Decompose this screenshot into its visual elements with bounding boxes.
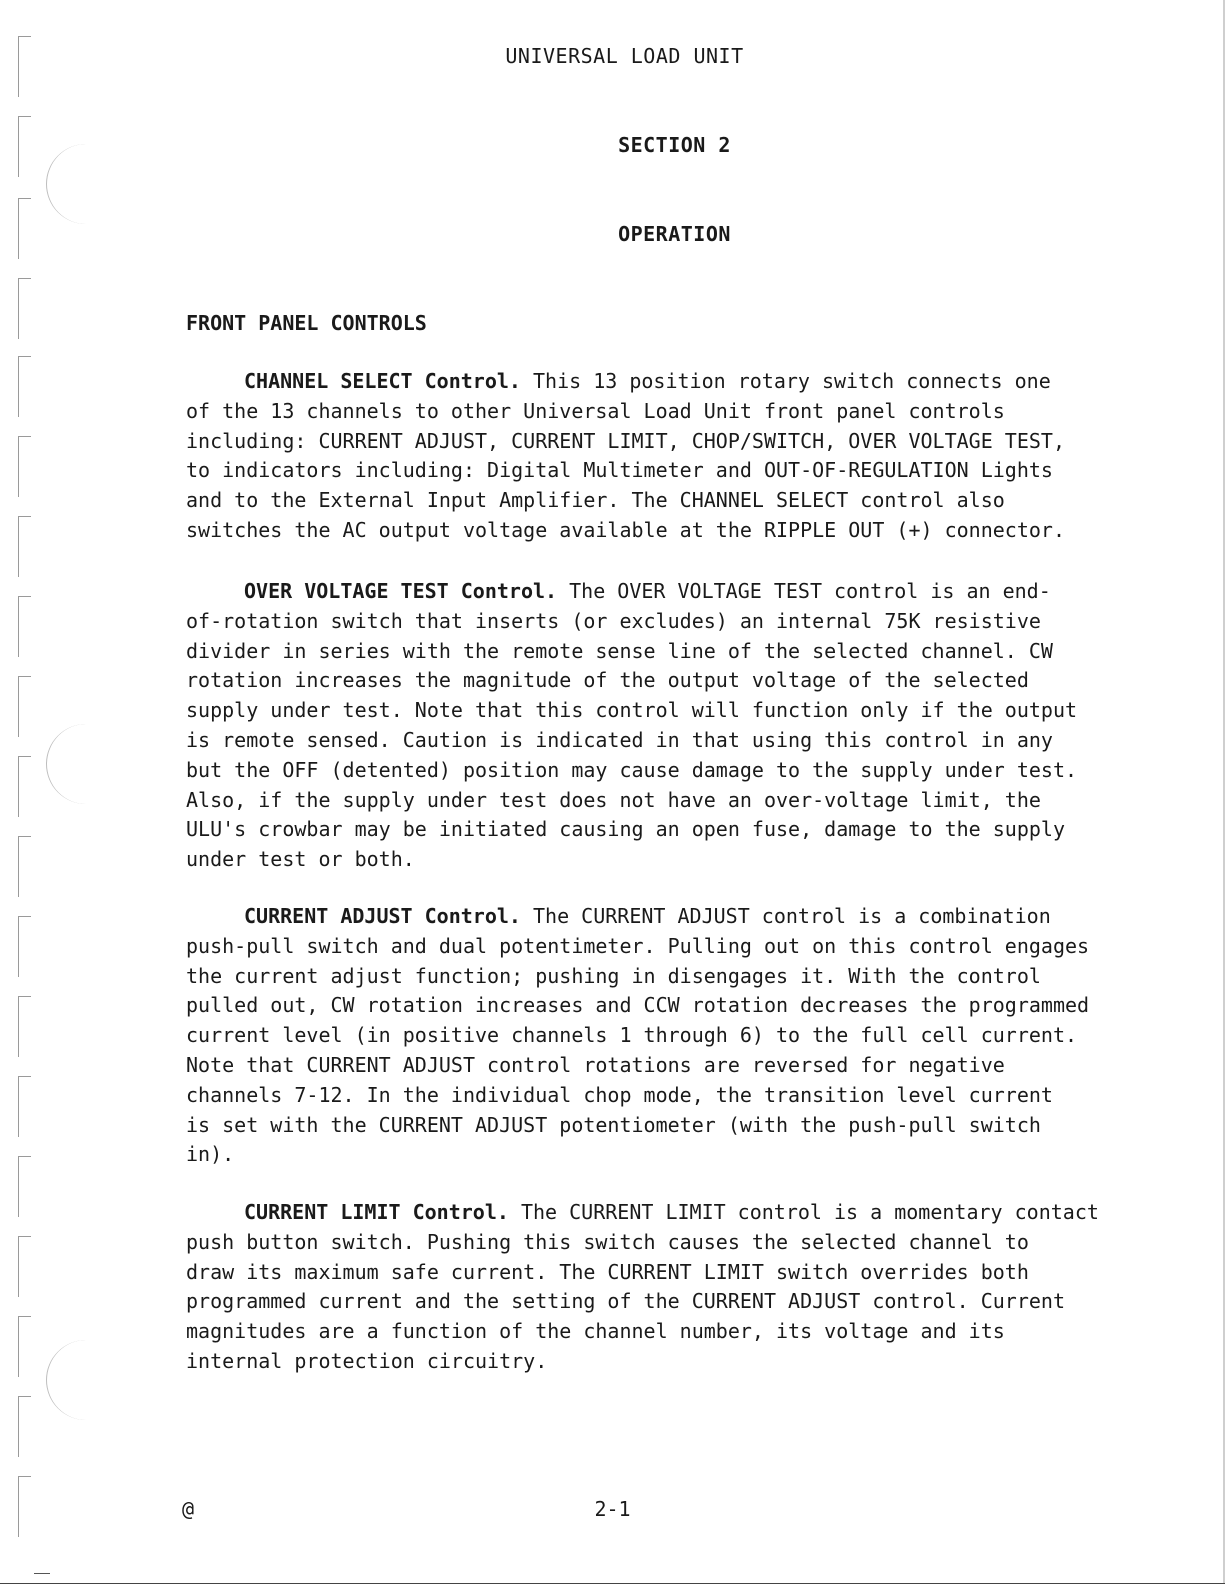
binding-mark — [18, 116, 31, 177]
paragraph-line: push-pull switch and dual potentimeter. Pulling out on this control engages — [186, 933, 1090, 958]
binding-mark — [18, 916, 31, 977]
binding-mark — [18, 278, 31, 339]
paragraph-line: but the OFF (detented) position may cause damage to the supply under test. — [186, 757, 1078, 782]
paragraph-line: the current adjust function; pushing in disengages it. With the control — [186, 963, 1041, 988]
binding-mark — [18, 436, 31, 497]
paragraph-line: channels 7-12. In the individual chop mode, the transition level current — [186, 1082, 1053, 1107]
paragraph-line: CHANNEL SELECT Control. This 13 position rotary switch connects one — [244, 369, 1051, 393]
paragraph-line: to indicators including: Digital Multimeter and OUT-OF-REGULATION Lights — [186, 458, 1053, 483]
paragraph-line: divider in series with the remote sense line of the selected channel. CW — [186, 638, 1053, 663]
paragraph-over-voltage-test — [186, 577, 1146, 875]
paragraph-line: CURRENT LIMIT Control. The CURRENT LIMIT control is a momentary contact — [244, 1200, 1099, 1224]
paragraph-lead: OVER VOLTAGE TEST Control. — [244, 579, 558, 603]
paragraph-line: supply under test. Note that this control will function only if the output — [186, 698, 1078, 723]
binding-mark — [18, 1156, 31, 1217]
paragraph-line: under test or both. — [186, 847, 415, 872]
paragraph-line: is remote sensed. Caution is indicated in that using this control in any — [186, 727, 1053, 752]
binding-mark — [18, 596, 31, 657]
binding-mark — [18, 1236, 31, 1297]
binding-mark — [18, 1076, 31, 1137]
binding-mark — [18, 756, 31, 817]
paragraph-current-adjust — [186, 902, 1146, 1170]
paragraph-line: ULU's crowbar may be initiated causing an open fuse, damage to the supply — [186, 817, 1065, 842]
binding-curve — [46, 1340, 87, 1420]
page-number: 2-1 — [594, 1497, 631, 1521]
paragraph-line: of-rotation switch that inserts (or excludes) an internal 75K resistive — [186, 608, 1041, 633]
paragraph-line: CURRENT ADJUST Control. The CURRENT ADJUST control is a combination — [244, 904, 1051, 928]
binding-mark — [18, 198, 31, 259]
binding-mark — [18, 996, 31, 1057]
paragraph-lead: CHANNEL SELECT Control. — [244, 369, 521, 393]
binding-mark — [18, 676, 31, 737]
paragraph-line: push button switch. Pushing this switch causes the selected channel to — [186, 1229, 1029, 1254]
paragraph-line: programmed current and the setting of the CURRENT ADJUST control. Current — [186, 1289, 1065, 1314]
paragraph-line: draw its maximum safe current. The CURRENT LIMIT switch overrides both — [186, 1259, 1029, 1284]
binding-mark — [18, 836, 31, 897]
page-edge-tick — [34, 1573, 50, 1574]
paragraph-line: Also, if the supply under test does not have an over-voltage limit, the — [186, 787, 1041, 812]
paragraph-line: switches the AC output voltage available at the RIPPLE OUT (+) connector. — [186, 517, 1065, 542]
paragraph-line: in). — [186, 1142, 235, 1167]
paragraph-line: current level (in positive channels 1 through 6) to the full cell current. — [186, 1023, 1078, 1048]
paragraph-current-limit — [186, 1198, 1146, 1377]
binding-curve — [46, 724, 87, 804]
binding-mark — [18, 356, 31, 417]
footer-mark: @ — [182, 1497, 195, 1521]
document-title: UNIVERSAL LOAD UNIT — [505, 44, 744, 68]
paragraph-line: pulled out, CW rotation increases and CCW rotation decreases the programmed — [186, 993, 1090, 1018]
paragraph-line: Note that CURRENT ADJUST control rotations are reversed for negative — [186, 1052, 1005, 1077]
paragraph-lead: CURRENT ADJUST Control. — [244, 904, 521, 928]
paragraph-line: internal protection circuitry. — [186, 1348, 548, 1373]
paragraph-line: OVER VOLTAGE TEST Control. The OVER VOLTAGE TEST control is an end- — [244, 579, 1051, 603]
paragraph-line: is set with the CURRENT ADJUST potentiometer (with the push-pull switch — [186, 1112, 1041, 1137]
subheading: FRONT PANEL CONTROLS — [186, 311, 427, 335]
section-name: OPERATION — [618, 222, 731, 246]
paragraph-lead: CURRENT LIMIT Control. — [244, 1200, 509, 1224]
binding-mark — [18, 1396, 31, 1457]
paragraph-line: of the 13 channels to other Universal Load Unit front panel controls — [186, 398, 1005, 423]
section-label: SECTION 2 — [618, 133, 731, 157]
paragraph-line: rotation increases the magnitude of the output voltage of the selected — [186, 668, 1029, 693]
binding-mark — [18, 516, 31, 577]
binding-mark — [18, 1316, 31, 1377]
paragraph-line: including: CURRENT ADJUST, CURRENT LIMIT, CHOP/SWITCH, OVER VOLTAGE TEST, — [186, 428, 1065, 453]
paragraph-line: magnitudes are a function of the channel number, its voltage and its — [186, 1319, 1005, 1344]
paragraph-line: and to the External Input Amplifier. The CHANNEL SELECT control also — [186, 488, 1005, 513]
paragraph-channel-select — [186, 367, 1146, 546]
